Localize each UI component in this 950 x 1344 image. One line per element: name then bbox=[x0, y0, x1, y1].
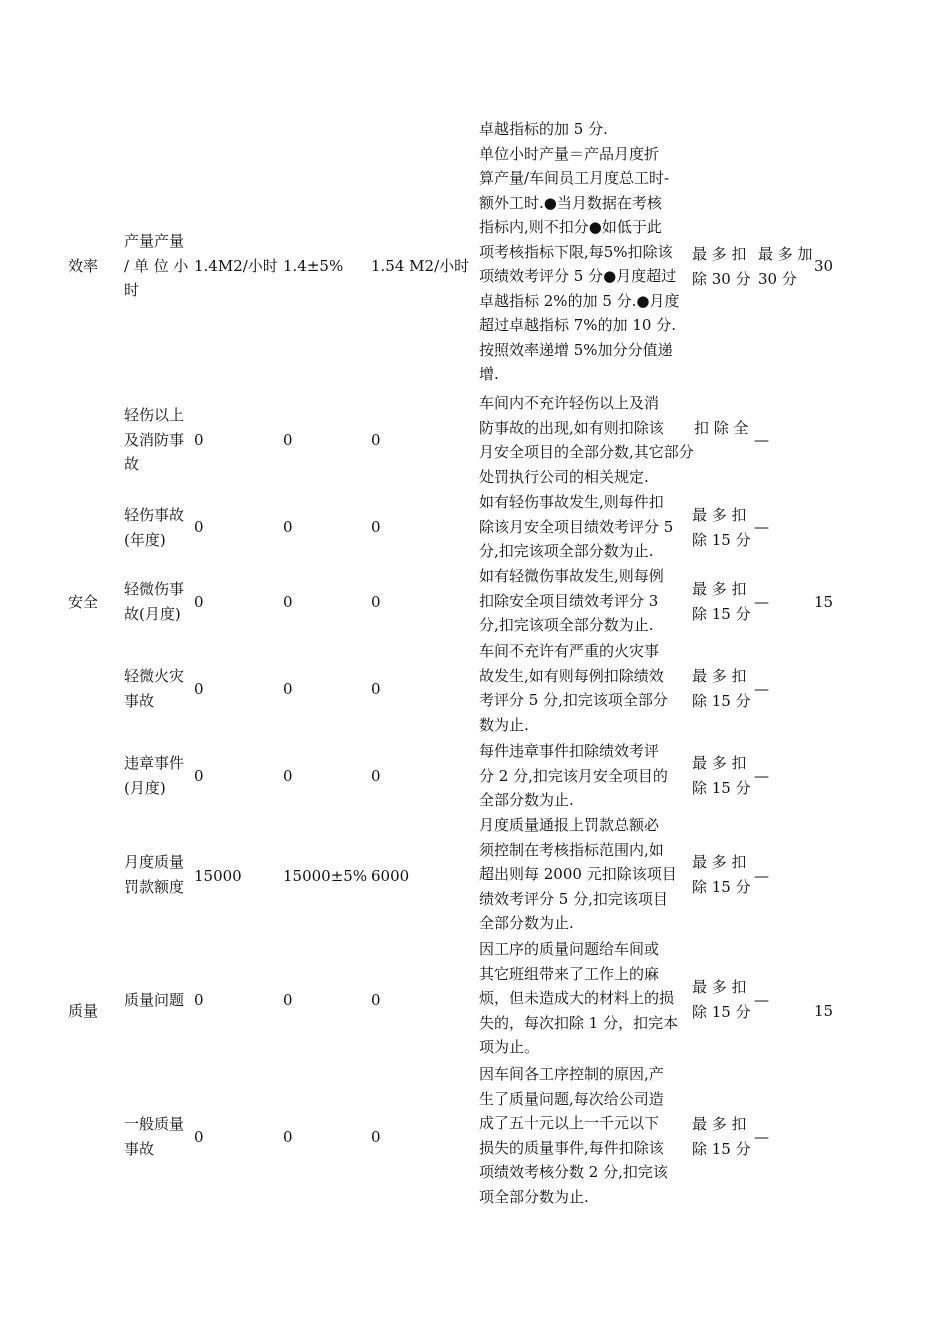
dash-mark: — bbox=[754, 1128, 769, 1146]
scoring-rule: 车间内不充许轻伤以上及消 防事故的出现,如有则扣除该 月安全项目的全部分数,其它部分 处罚执行公司的相关规定. bbox=[479, 394, 694, 486]
max-deduction: 最 多 扣 除 15 分 bbox=[692, 1115, 751, 1158]
dash-mark: — bbox=[754, 991, 769, 1009]
category-quality: 质量 bbox=[68, 1002, 99, 1020]
indicator-lower: 0 bbox=[194, 767, 204, 785]
indicator-excellent: 1.54 M2/小时 bbox=[371, 257, 470, 275]
item-output-per-hour: 产量产量 / 单 位 小 时 bbox=[124, 232, 189, 299]
item-minor-injury: 轻伤事故 (年度) bbox=[124, 506, 185, 549]
item-minor-fire: 轻微火灾 事故 bbox=[124, 667, 185, 710]
dash-mark: — bbox=[754, 867, 769, 885]
item-serious-injury: 轻伤以上 及消防事 故 bbox=[124, 406, 185, 473]
scoring-rule: 月度质量通报上罚款总额必 须控制在考核指标范围内,如 超出则每 2000 元扣除该项目 绩效考评分 5 分,扣完该项目 全部分数为止. bbox=[479, 816, 677, 932]
scoring-rule: 因工序的质量问题给车间或 其它班组带来了工作上的麻 烦，但未造成大的材料上的损 失的，每次扣除 1 分，扣完本 项为止。 bbox=[479, 940, 679, 1056]
indicator-excellent: 0 bbox=[371, 1128, 381, 1146]
indicator-excellent: 0 bbox=[371, 991, 381, 1009]
category-efficiency: 效率 bbox=[68, 257, 99, 275]
max-deduction: 扣 除 全 bbox=[694, 419, 749, 437]
max-deduction: 最 多 扣 除 15 分 bbox=[692, 667, 751, 710]
scoring-rule: 如有轻伤事故发生,则每件扣 除该月安全项目绩效考评分 5 分,扣完该项全部分数为止. bbox=[479, 493, 674, 560]
indicator-lower: 15000 bbox=[194, 867, 242, 885]
max-deduction: 最 多 扣 除 15 分 bbox=[692, 754, 751, 797]
item-slight-injury: 轻微伤事 故(月度) bbox=[124, 580, 185, 623]
indicator-lower: 0 bbox=[194, 431, 204, 449]
indicator-lower: 0 bbox=[194, 991, 204, 1009]
scoring-rule: 每件违章事件扣除绩效考评 分 2 分,扣完该月安全项目的 全部分数为止. bbox=[479, 742, 668, 809]
max-deduction: 最 多 扣 除 15 分 bbox=[692, 580, 751, 623]
dash-mark: — bbox=[754, 518, 769, 536]
max-deduction: 最 多 扣 除 15 分 bbox=[692, 853, 751, 896]
dash-mark: — bbox=[754, 680, 769, 698]
max-deduction: 最 多 扣 除 15 分 bbox=[692, 506, 751, 549]
indicator-lower: 0 bbox=[194, 518, 204, 536]
indicator-excellent: 0 bbox=[371, 680, 381, 698]
max-addition: 最 多 加 30 分 bbox=[758, 245, 813, 288]
indicator-excellent: 0 bbox=[371, 767, 381, 785]
item-violation: 违章事件 (月度) bbox=[124, 754, 185, 797]
max-deduction: 最 多 扣 除 30 分 bbox=[692, 245, 751, 288]
indicator-range: 1.4±5% bbox=[283, 257, 344, 275]
dash-mark: — bbox=[754, 767, 769, 785]
indicator-lower: 1.4M2/小时 bbox=[194, 257, 278, 275]
indicator-excellent: 6000 bbox=[371, 867, 410, 885]
indicator-range: 0 bbox=[283, 431, 293, 449]
scoring-rule: 卓越指标的加 5 分. 单位小时产量＝产品月度折 算产量/车间员工月度总工时- 额外工时.●当月数据在考核 指标内,则不扣分●如低于此 项考核指标下限,每5%扣除该 项绩效考评分 5 分●月度超过 卓越指标 2%的加 5 分.●月度 超过卓越指标 7%的加 10 分. 按照效率递增 5%加分分值递 增. bbox=[479, 120, 680, 383]
indicator-range: 0 bbox=[283, 593, 293, 611]
dash-mark: — bbox=[754, 431, 769, 449]
indicator-range: 15000±5% bbox=[283, 867, 368, 885]
indicator-lower: 0 bbox=[194, 680, 204, 698]
total-score: 15 bbox=[814, 593, 834, 611]
indicator-range: 0 bbox=[283, 518, 293, 536]
indicator-excellent: 0 bbox=[371, 518, 381, 536]
scoring-rule: 因车间各工序控制的原因,产 生了质量问题,每次给公司造 成了五十元以上一千元以下 损失的质量事件,每件扣除该 项绩效考核分数 2 分,扣完该 项全部分数为止. bbox=[479, 1065, 668, 1206]
indicator-excellent: 0 bbox=[371, 431, 381, 449]
indicator-lower: 0 bbox=[194, 1128, 204, 1146]
item-quality-fine: 月度质量 罚款额度 bbox=[124, 853, 185, 896]
indicator-lower: 0 bbox=[194, 593, 204, 611]
indicator-excellent: 0 bbox=[371, 593, 381, 611]
item-quality-issue: 质量问题 bbox=[124, 991, 185, 1009]
scoring-rule: 如有轻微伤事故发生,则每例 扣除安全项目绩效考评分 3 分,扣完该项全部分数为止. bbox=[479, 567, 664, 634]
scoring-rule: 车间不充许有严重的火灾事 故发生,如有则每例扣除绩效 考评分 5 分,扣完该项全部分 数为止. bbox=[479, 642, 668, 734]
item-general-quality-accident: 一般质量 事故 bbox=[124, 1115, 185, 1158]
indicator-range: 0 bbox=[283, 1128, 293, 1146]
max-deduction: 最 多 扣 除 15 分 bbox=[692, 978, 751, 1021]
indicator-range: 0 bbox=[283, 680, 293, 698]
indicator-range: 0 bbox=[283, 767, 293, 785]
category-safety: 安全 bbox=[68, 593, 99, 611]
total-score: 15 bbox=[814, 1002, 834, 1020]
total-score: 30 bbox=[814, 257, 834, 275]
indicator-range: 0 bbox=[283, 991, 293, 1009]
dash-mark: — bbox=[754, 593, 769, 611]
